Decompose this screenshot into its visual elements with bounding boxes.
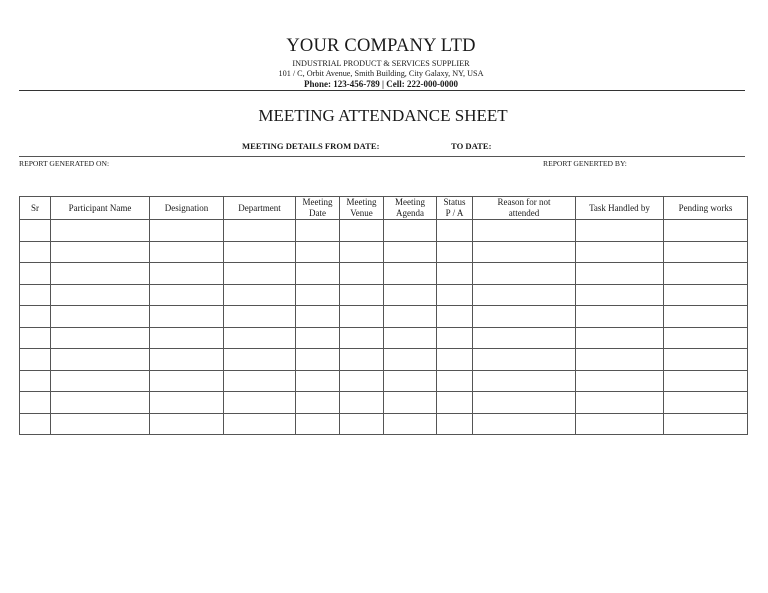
table-cell[interactable] (437, 392, 473, 414)
table-cell[interactable] (51, 413, 150, 435)
table-cell[interactable] (473, 284, 576, 306)
table-cell[interactable] (340, 370, 384, 392)
table-cell[interactable] (224, 220, 296, 242)
column-header-department: Department (224, 197, 296, 220)
table-cell[interactable] (20, 413, 51, 435)
table-cell[interactable] (296, 263, 340, 285)
table-cell[interactable] (296, 413, 340, 435)
table-row (20, 413, 748, 435)
company-phone: Phone: 123-456-789 | Cell: 222-000-0000 (304, 79, 458, 89)
table-cell[interactable] (664, 392, 748, 414)
table-cell[interactable] (576, 284, 664, 306)
table-cell[interactable] (20, 306, 51, 328)
table-cell[interactable] (150, 327, 224, 349)
table-cell[interactable] (20, 241, 51, 263)
table-cell[interactable] (437, 220, 473, 242)
table-cell[interactable] (576, 370, 664, 392)
column-header-task-handled-by: Task Handled by (576, 197, 664, 220)
table-cell[interactable] (384, 349, 437, 371)
report-generated-on-label: REPORT GENERATED ON: (19, 159, 110, 168)
table-cell[interactable] (296, 349, 340, 371)
table-cell[interactable] (437, 327, 473, 349)
table-cell[interactable] (437, 241, 473, 263)
table-row (20, 241, 748, 263)
table-cell[interactable] (473, 241, 576, 263)
table-cell[interactable] (150, 370, 224, 392)
table-cell[interactable] (51, 263, 150, 285)
table-cell[interactable] (340, 392, 384, 414)
table-cell[interactable] (296, 370, 340, 392)
table-cell[interactable] (576, 241, 664, 263)
table-cell[interactable] (576, 220, 664, 242)
table-cell[interactable] (150, 306, 224, 328)
table-cell[interactable] (51, 241, 150, 263)
table-cell[interactable] (473, 413, 576, 435)
table-cell[interactable] (51, 370, 150, 392)
table-cell[interactable] (224, 392, 296, 414)
details-divider (19, 156, 745, 157)
table-cell[interactable] (384, 392, 437, 414)
table-cell[interactable] (664, 413, 748, 435)
table-row (20, 306, 748, 328)
table-cell[interactable] (664, 349, 748, 371)
table-cell[interactable] (20, 284, 51, 306)
table-cell[interactable] (437, 263, 473, 285)
column-header-pending-works: Pending works (664, 197, 748, 220)
table-cell[interactable] (664, 220, 748, 242)
table-cell[interactable] (437, 284, 473, 306)
column-header-designation: Designation (150, 197, 224, 220)
table-row (20, 370, 748, 392)
table-cell[interactable] (576, 306, 664, 328)
report-generated-by-label: REPORT GENERTED BY: (543, 159, 627, 168)
table-cell[interactable] (437, 349, 473, 371)
table-cell[interactable] (473, 306, 576, 328)
attendance-table-body (20, 220, 748, 435)
table-cell[interactable] (224, 241, 296, 263)
table-cell[interactable] (473, 263, 576, 285)
table-cell[interactable] (224, 306, 296, 328)
table-cell[interactable] (224, 284, 296, 306)
table-cell[interactable] (576, 392, 664, 414)
table-cell[interactable] (664, 284, 748, 306)
table-cell[interactable] (340, 241, 384, 263)
table-cell[interactable] (437, 306, 473, 328)
table-row (20, 284, 748, 306)
table-cell[interactable] (340, 263, 384, 285)
table-cell[interactable] (20, 327, 51, 349)
table-cell[interactable] (224, 413, 296, 435)
company-name: YOUR COMPANY LTD (286, 36, 476, 56)
table-header-row (20, 197, 748, 220)
table-cell[interactable] (384, 220, 437, 242)
table-cell[interactable] (340, 413, 384, 435)
to-date-label: TO DATE: (451, 141, 492, 151)
company-address: 101 / C, Orbit Avenue, Smith Building, City Galaxy, NY, USA (278, 69, 484, 78)
table-cell[interactable] (20, 392, 51, 414)
column-header-meeting-venue: Meeting Venue (340, 197, 384, 220)
table-cell[interactable] (51, 327, 150, 349)
table-cell[interactable] (150, 413, 224, 435)
table-cell[interactable] (473, 349, 576, 371)
table-cell[interactable] (20, 349, 51, 371)
table-cell[interactable] (576, 263, 664, 285)
table-cell[interactable] (51, 220, 150, 242)
table-cell[interactable] (576, 413, 664, 435)
table-cell[interactable] (664, 263, 748, 285)
table-row (20, 392, 748, 414)
table-cell[interactable] (150, 284, 224, 306)
column-header-meeting-date: Meeting Date (296, 197, 340, 220)
table-cell[interactable] (437, 413, 473, 435)
table-cell[interactable] (473, 392, 576, 414)
table-cell[interactable] (51, 349, 150, 371)
table-cell[interactable] (340, 349, 384, 371)
company-tagline: INDUSTRIAL PRODUCT & SERVICES SUPPLIER (292, 59, 470, 68)
table-cell[interactable] (224, 327, 296, 349)
table-cell[interactable] (384, 327, 437, 349)
table-row (20, 220, 748, 242)
table-cell[interactable] (437, 370, 473, 392)
table-row (20, 263, 748, 285)
table-cell[interactable] (384, 413, 437, 435)
table-cell[interactable] (664, 241, 748, 263)
table-cell[interactable] (664, 327, 748, 349)
table-cell[interactable] (473, 327, 576, 349)
table-cell[interactable] (296, 284, 340, 306)
table-cell[interactable] (384, 370, 437, 392)
meeting-details-from-label: MEETING DETAILS FROM DATE: (242, 141, 380, 151)
table-cell[interactable] (20, 370, 51, 392)
table-cell[interactable] (296, 306, 340, 328)
table-cell[interactable] (384, 263, 437, 285)
table-cell[interactable] (576, 349, 664, 371)
table-cell[interactable] (664, 306, 748, 328)
table-cell[interactable] (576, 327, 664, 349)
table-cell[interactable] (340, 220, 384, 242)
table-cell[interactable] (296, 241, 340, 263)
table-cell[interactable] (473, 220, 576, 242)
column-header-participant-name: Participant Name (51, 197, 150, 220)
table-cell[interactable] (224, 370, 296, 392)
table-cell[interactable] (150, 241, 224, 263)
table-cell[interactable] (473, 370, 576, 392)
table-cell[interactable] (340, 327, 384, 349)
header-divider (19, 90, 745, 91)
table-cell[interactable] (150, 392, 224, 414)
attendance-table (19, 196, 748, 435)
table-cell[interactable] (340, 284, 384, 306)
table-cell[interactable] (296, 327, 340, 349)
sheet-title: MEETING ATTENDANCE SHEET (258, 106, 508, 125)
table-cell[interactable] (664, 370, 748, 392)
table-cell[interactable] (224, 263, 296, 285)
column-header-meeting-agenda: Meeting Agenda (384, 197, 437, 220)
column-header-sr: Sr (20, 197, 51, 220)
table-row (20, 349, 748, 371)
table-cell[interactable] (20, 263, 51, 285)
table-cell[interactable] (51, 284, 150, 306)
column-header-reason-not-attended: Reason for not attended (473, 197, 576, 220)
table-cell[interactable] (150, 263, 224, 285)
table-cell[interactable] (224, 349, 296, 371)
column-header-status: Status P / A (437, 197, 473, 220)
table-cell[interactable] (384, 306, 437, 328)
table-cell[interactable] (340, 306, 384, 328)
table-cell[interactable] (296, 220, 340, 242)
table-row (20, 327, 748, 349)
table-cell[interactable] (296, 392, 340, 414)
table-cell[interactable] (384, 284, 437, 306)
table-cell[interactable] (51, 392, 150, 414)
table-cell[interactable] (51, 306, 150, 328)
table-cell[interactable] (20, 220, 51, 242)
table-cell[interactable] (150, 220, 224, 242)
table-cell[interactable] (384, 241, 437, 263)
table-cell[interactable] (150, 349, 224, 371)
